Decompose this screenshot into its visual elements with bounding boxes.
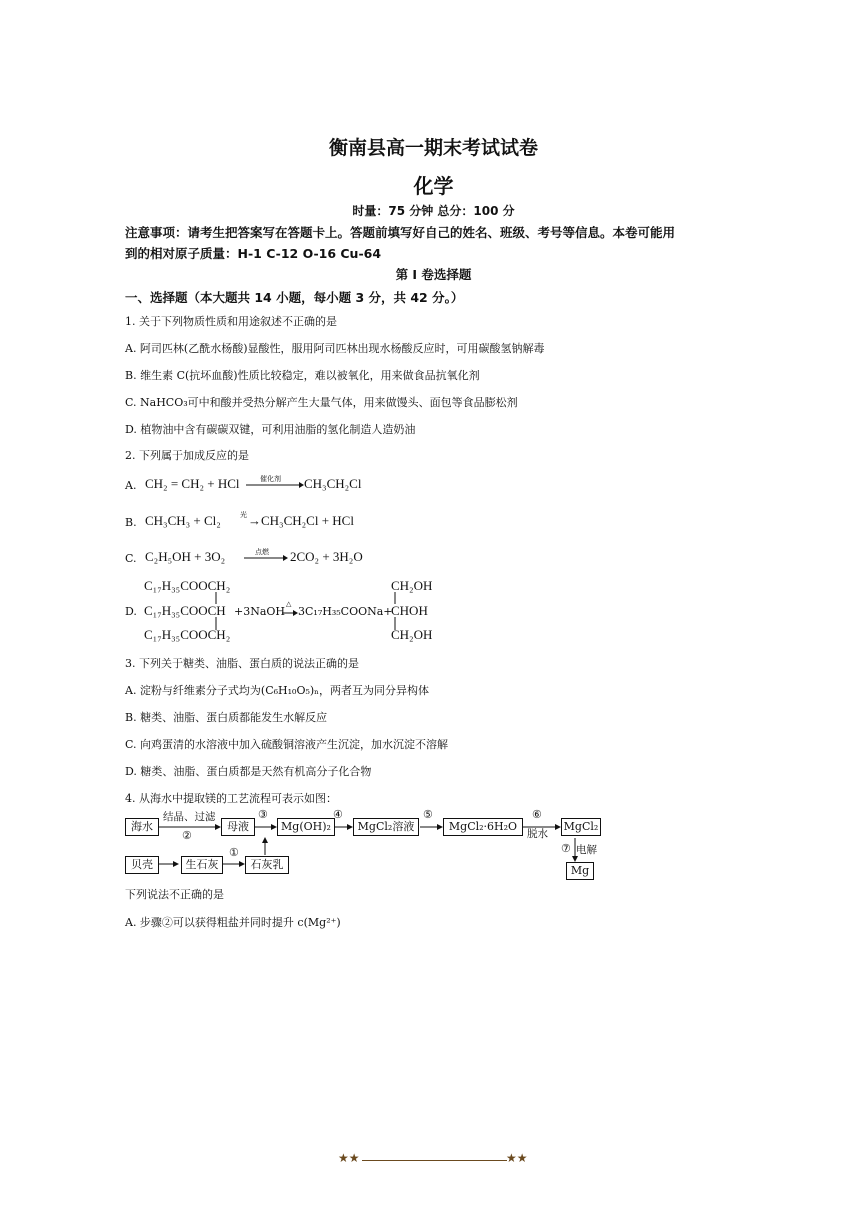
volume-heading: 第 I 卷选择题 [395, 267, 472, 282]
q1-option-c: C. NaHCO₃可中和酸并受热分解产生大量气体，用来做馒头、面包等食品膨松剂 [125, 396, 518, 409]
q2-c-arrow [244, 554, 288, 562]
q3-option-a: A. 淀粉与纤维素分子式均为(C₆H₁₀O₅)ₙ，两者互为同分异构体 [125, 684, 429, 697]
q2-a-reactants: CH₂ = CH₂ + HCl [145, 476, 240, 491]
q2-stem: 2. 下列属于加成反应的是 [125, 449, 249, 462]
flow-seawater: 海水 [125, 818, 159, 836]
q2-option-a-label: A. [125, 479, 137, 492]
flow-mgcl2-solution: MgCl₂溶液 [353, 818, 419, 836]
q2-c-products: 2CO₂ + 3H₂O [290, 549, 363, 564]
q2-d-glycerol-line3: CH₂OH [391, 627, 433, 642]
q2-d-arrow [282, 609, 298, 617]
q1-option-b: B. 维生素 C(抗坏血酸)性质比较稳定，难以被氧化，用来做食品抗氧化剂 [125, 369, 480, 382]
exam-title: 衡南县高一期末考试试卷 [328, 137, 538, 159]
flow-mgoh2: Mg(OH)₂ [277, 818, 335, 836]
exam-subject: 化学 [413, 174, 454, 198]
q2-d-glycerol-bond [393, 592, 397, 632]
flow-shell: 贝壳 [125, 856, 159, 874]
q3-option-c: C. 向鸡蛋清的水溶液中加入硫酸铜溶液产生沉淀，加水沉淀不溶解 [125, 738, 449, 751]
q2-b-condition: 光 [240, 511, 247, 519]
flow-step-6: ⑥ [532, 808, 542, 821]
flow-electrolysis-label: 电解 [576, 844, 597, 856]
q4-option-a: A. 步骤②可以获得粗盐并同时提升 c(Mg²⁺) [125, 916, 341, 929]
q2-c-reactants: C₂H₅OH + 3O₂ [145, 549, 226, 564]
q1-stem: 1. 关于下列物质性质和用途叙述不正确的是 [125, 315, 337, 328]
flow-crystallize-label: 结晶、过滤 [163, 811, 216, 823]
footer-divider [362, 1160, 507, 1161]
flow-step-7: ⑦ [561, 842, 571, 855]
q3-stem: 3. 下列关于糖类、油脂、蛋白质的说法正确的是 [125, 657, 359, 670]
flow-mg: Mg [566, 862, 594, 880]
q2-a-condition: 催化剂 [260, 475, 281, 483]
q2-a-product: CH₃CH₂Cl [304, 476, 362, 491]
q2-b-reactants: CH₃CH₃ + Cl₂ [145, 513, 221, 528]
flow-mother-liquor: 母液 [221, 818, 255, 836]
flow-mgcl2: MgCl₂ [561, 818, 601, 836]
q2-d-naoh: +3NaOH [234, 605, 286, 618]
q4-sub-stem: 下列说法不正确的是 [125, 888, 224, 901]
footer-stars-right: ★★ [506, 1151, 528, 1165]
q1-option-d: D. 植物油中含有碳碳双键，可利用油脂的氢化制造人造奶油 [125, 423, 416, 436]
q2-option-b-label: B. [125, 516, 137, 529]
q3-option-d: D. 糖类、油脂、蛋白质都是天然有机高分子化合物 [125, 765, 372, 778]
flow-step-5: ⑤ [423, 808, 433, 821]
flow-step-1: ① [229, 846, 239, 859]
q3-option-b: B. 糖类、油脂、蛋白质都能发生水解反应 [125, 711, 328, 724]
q2-d-glycerol-line1: CH₂OH [391, 578, 433, 593]
flow-quicklime: 生石灰 [181, 856, 223, 874]
q2-c-condition: 点燃 [255, 548, 269, 556]
exam-time-info: 时量：75 分钟 总分：100 分 [352, 204, 515, 218]
q2-d-condition: △ [286, 600, 292, 608]
q2-d-ester-line3: C₁₇H₃₅COOCH₂ [144, 627, 231, 642]
q2-d-soap: 3C₁₇H₃₅COONa+ [298, 605, 393, 618]
q2-d-ester-line2: C₁₇H₃₅COOCH [144, 603, 226, 618]
q2-option-c-label: C. [125, 552, 137, 565]
flow-dehydrate-label: 脱水 [527, 828, 548, 840]
q1-option-a: A. 阿司匹林(乙酰水杨酸)显酸性，服用阿司匹林出现水杨酸反应时，可用碳酸氢钠解毒 [125, 342, 545, 355]
q4-stem: 4. 从海水中提取镁的工艺流程可表示如图： [125, 792, 337, 805]
q2-option-d-label: D. [125, 605, 137, 618]
q2-d-glycerol-line2: CHOH [391, 603, 428, 618]
q2-a-arrow [246, 481, 304, 489]
flow-lime-milk: 石灰乳 [245, 856, 289, 874]
q2-d-ester-line1: C₁₇H₃₅COOCH₂ [144, 578, 231, 593]
exam-notice: 注意事项：请考生把答案写在答题卡上。答题前填写好自己的姓名、班级、考号等信息。本卷可能用到的相对原子质量：H-1 C-12 O-16 Cu-64 [125, 225, 676, 261]
flow-step-2: ② [182, 829, 192, 842]
flow-step-3: ③ [258, 808, 268, 821]
q2-b-products: →CH₃CH₂Cl + HCl [248, 513, 354, 528]
footer-stars-left: ★★ [338, 1151, 360, 1165]
section-heading: 一、选择题（本大题共 14 小题，每小题 3 分，共 42 分。） [125, 290, 464, 305]
q2-d-ester-bond [214, 592, 218, 632]
flow-step-4: ④ [333, 808, 343, 821]
flow-mgcl2-hydrate: MgCl₂·6H₂O [443, 818, 523, 836]
